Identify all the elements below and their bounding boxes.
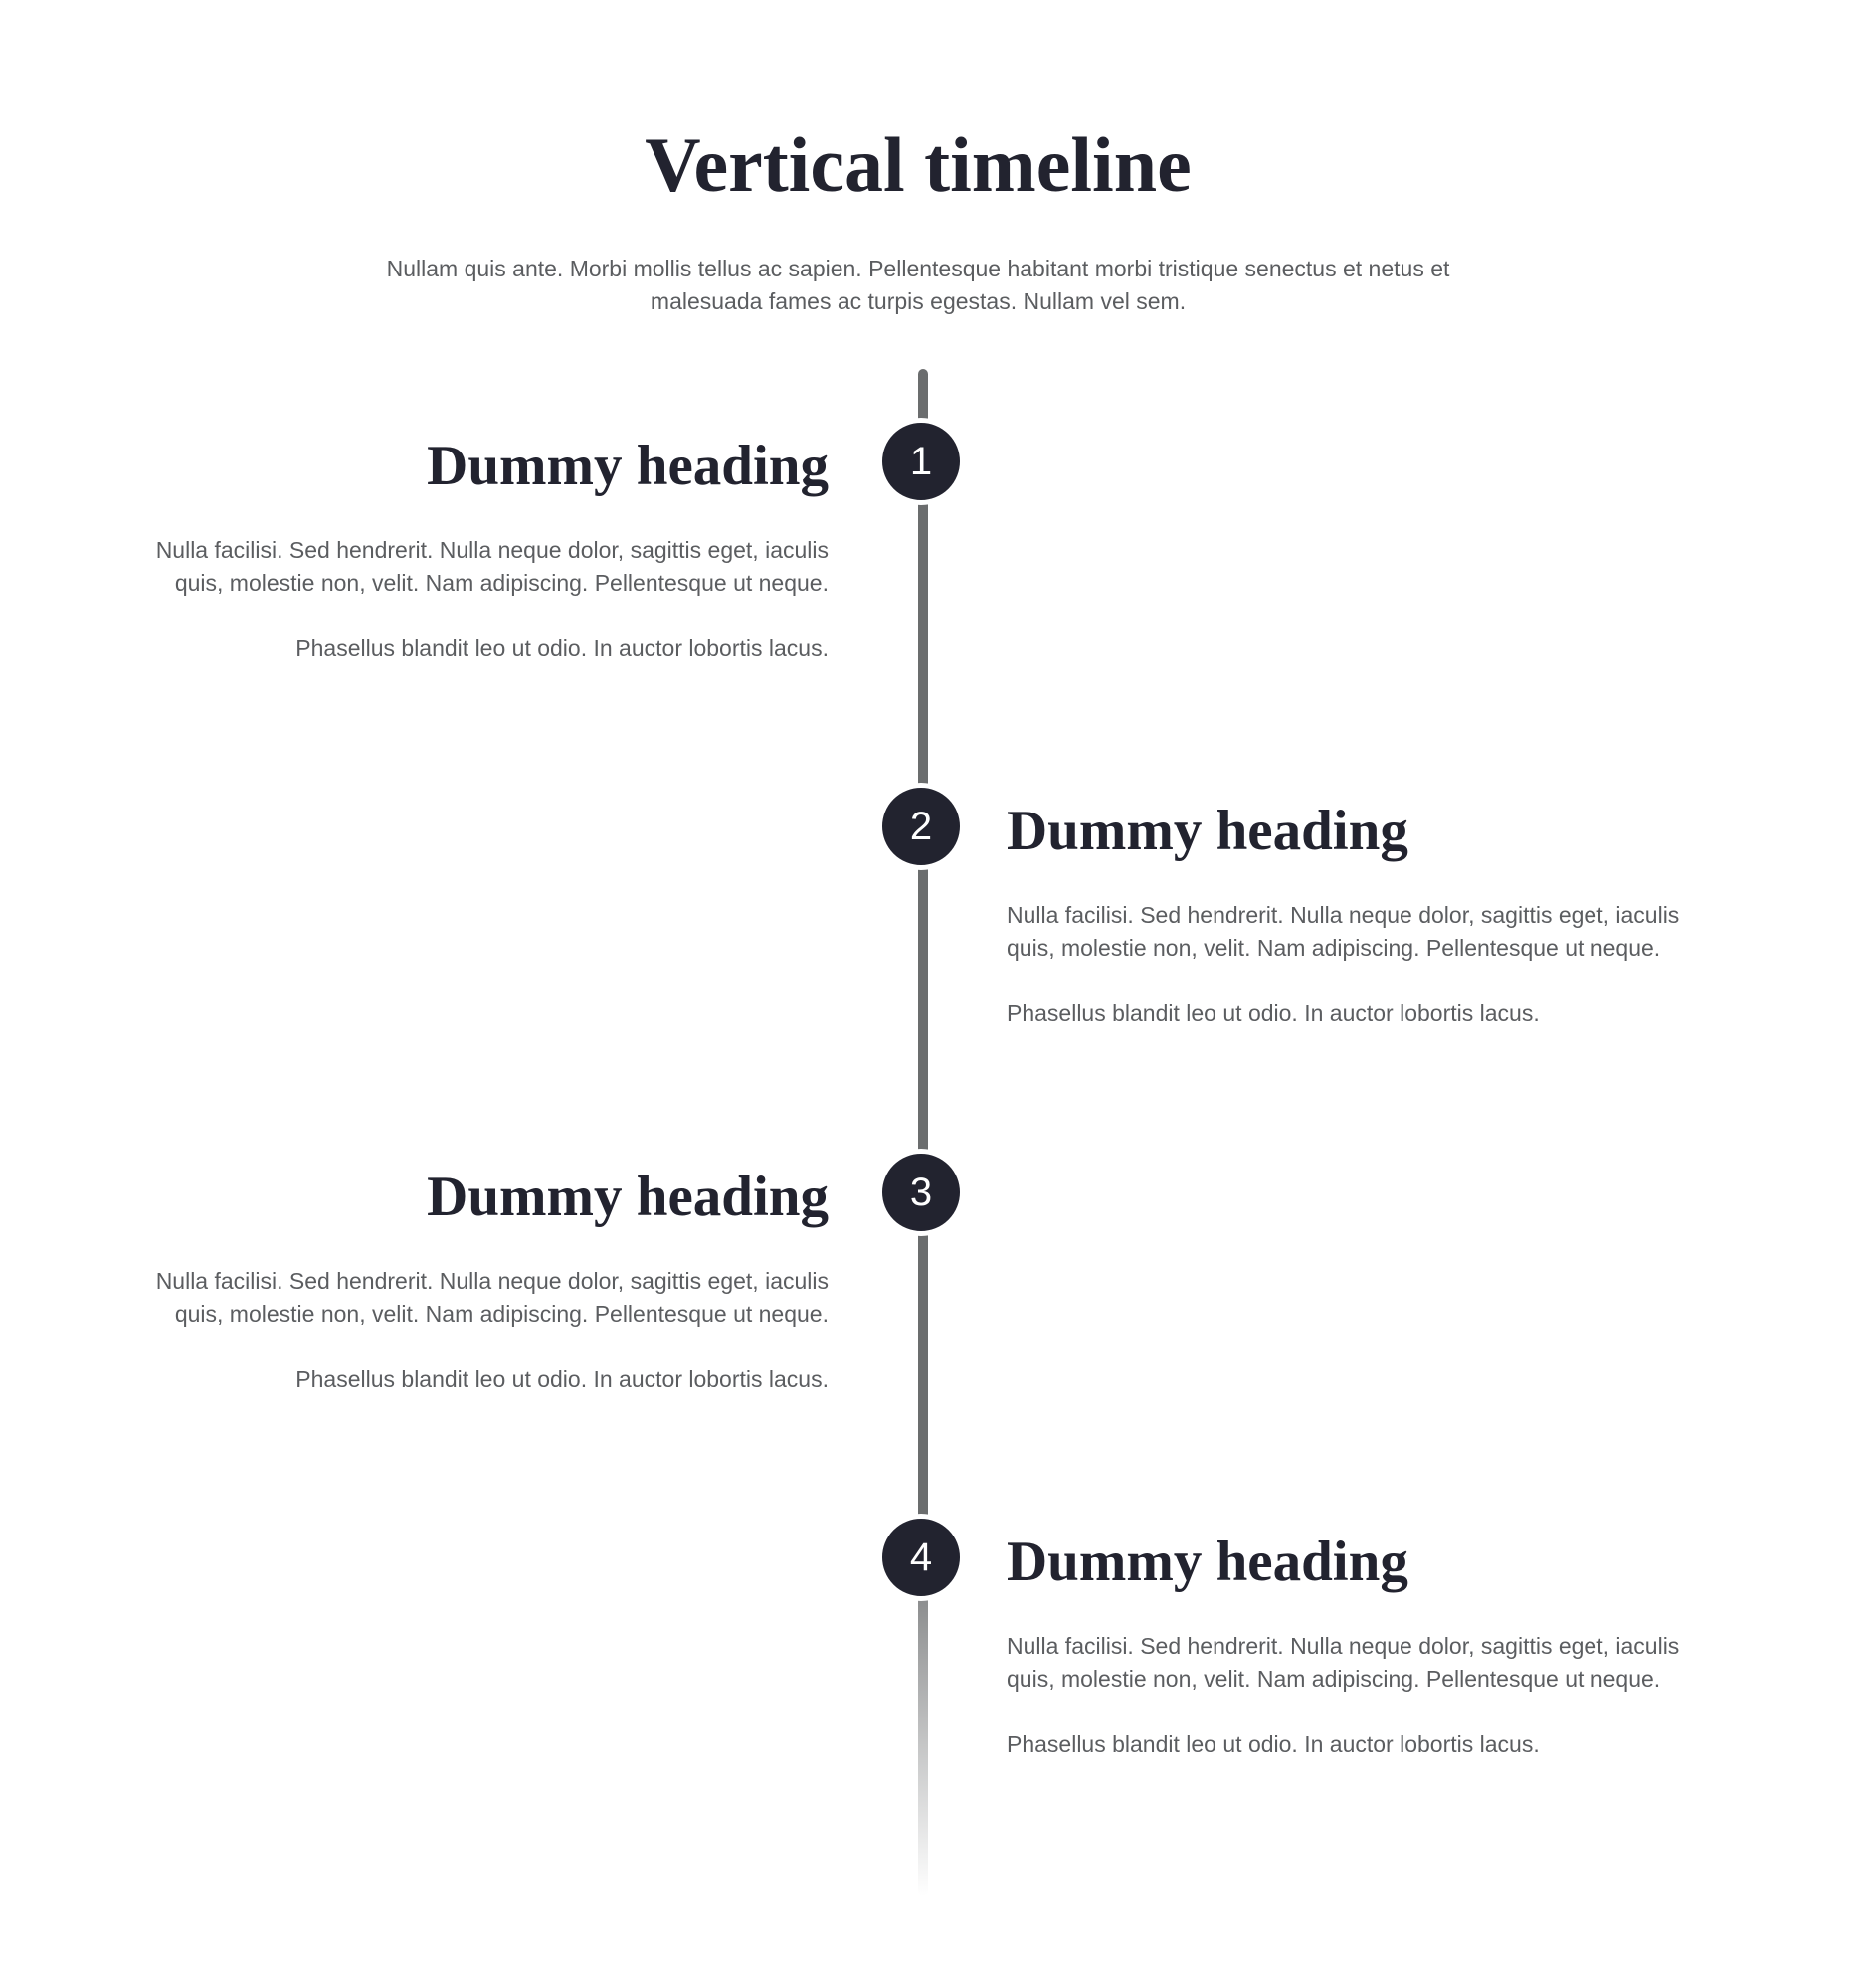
timeline-line (918, 369, 928, 1896)
timeline-heading: Dummy heading (1007, 1531, 1408, 1593)
timeline-item-1 (0, 435, 1869, 661)
timeline-paragraph: Phasellus blandit leo ut odio. In auctor lobortis lacus. (295, 1366, 829, 1392)
timeline-marker: 4 (877, 1514, 965, 1601)
timeline-item-4 (0, 1531, 1869, 1757)
timeline-paragraph: Nulla facilisi. Sed hendrerit. Nulla neque dolor, sagittis eget, iaculis quis, molestie non, velit. Nam adipiscing. Pellentesque ut neque. (1007, 1633, 1680, 1692)
timeline-paragraph: Phasellus blandit leo ut odio. In auctor lobortis lacus. (1007, 1731, 1540, 1757)
timeline-content (112, 1158, 829, 1396)
timeline-content (1007, 792, 1723, 1030)
timeline-content (1007, 1523, 1723, 1761)
timeline-item-3 (0, 1166, 1869, 1392)
page-title: Vertical timeline (645, 121, 1192, 208)
timeline-heading: Dummy heading (1007, 800, 1408, 862)
page-subtitle: Nullam quis ante. Morbi mollis tellus ac sapien. Pellentesque habitant morbi tristique senectus et netus et malesuada fames ac turpis egestas. Nullam vel sem. (386, 256, 1450, 314)
timeline-heading: Dummy heading (427, 435, 829, 497)
timeline-paragraph: Phasellus blandit leo ut odio. In auctor lobortis lacus. (1007, 1000, 1540, 1026)
timeline-paragraph: Phasellus blandit leo ut odio. In auctor lobortis lacus. (295, 635, 829, 661)
timeline-heading: Dummy heading (427, 1166, 829, 1228)
timeline-paragraph: Nulla facilisi. Sed hendrerit. Nulla neque dolor, sagittis eget, iaculis quis, molestie non, velit. Nam adipiscing. Pellentesque ut neque. (155, 537, 829, 596)
timeline-marker: 2 (877, 783, 965, 870)
timeline-paragraph: Nulla facilisi. Sed hendrerit. Nulla neque dolor, sagittis eget, iaculis quis, molestie non, velit. Nam adipiscing. Pellentesque ut neque. (1007, 902, 1680, 961)
timeline-content (112, 427, 829, 665)
timeline-paragraph: Nulla facilisi. Sed hendrerit. Nulla neque dolor, sagittis eget, iaculis quis, molestie non, velit. Nam adipiscing. Pellentesque ut neque. (155, 1268, 829, 1327)
timeline-item-2 (0, 800, 1869, 1026)
timeline-marker: 3 (877, 1149, 965, 1236)
timeline-marker: 1 (877, 418, 965, 505)
